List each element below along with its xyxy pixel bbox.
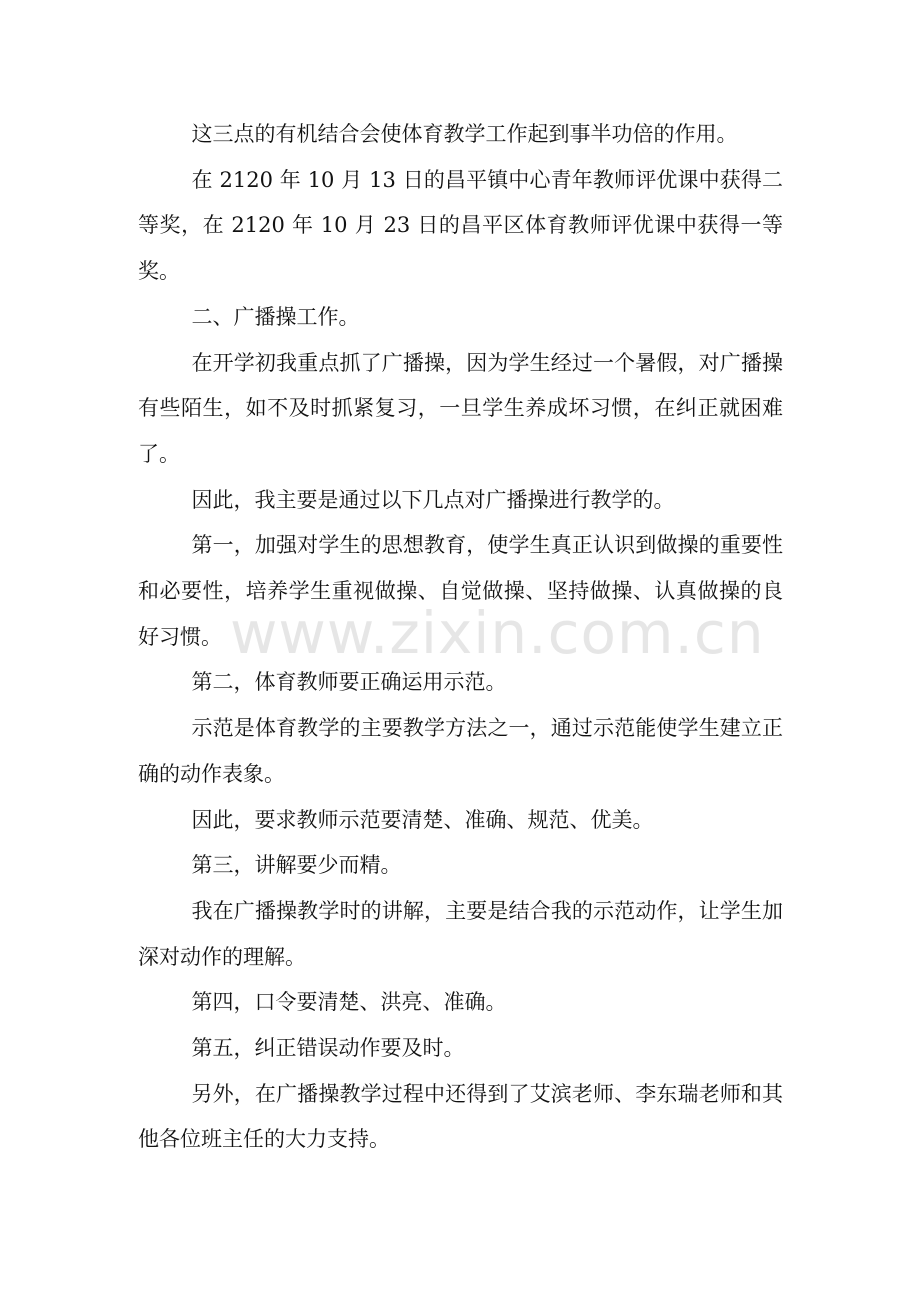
paragraph-11: 我在广播操教学时的讲解，主要是结合我的示范动作，让学生加深对动作的理解。 — [138, 898, 783, 969]
paragraph-1: 这三点的有机结合会使体育教学工作起到事半功倍的作用。 — [191, 122, 738, 146]
paragraph-13: 第五，纠正错误动作要及时。 — [191, 1036, 465, 1061]
paragraph-8: 示范是体育教学的主要教学方法之一，通过示范能使学生建立正确的动作表象。 — [138, 716, 783, 786]
paragraph-12: 第四，口令要清楚、洪亮、准确。 — [191, 990, 507, 1015]
paragraph-6: 第一，加强对学生的思想教育，使学生真正认识到做操的重要性和必要性，培养学生重视做操、自觉做操、坚持做操、认真做操的良好习惯。 — [138, 533, 783, 649]
paragraph-14: 另外，在广播操教学过程中还得到了艾滨老师、李东瑞老师和其他各位班主任的大力支持。 — [138, 1081, 783, 1152]
paragraph-9: 因此，要求教师示范要清楚、准确、规范、优美。 — [191, 807, 654, 832]
paragraph-7: 第二，体育教师要正确运用示范。 — [191, 670, 507, 695]
paragraph-10: 第三，讲解要少而精。 — [191, 853, 402, 878]
body-text — [138, 112, 783, 1163]
paragraph-4: 在开学初我重点抓了广播操，因为学生经过一个暑假，对广播操有些陌生，如不及时抓紧复习，一旦学生养成坏习惯，在纠正就困难了。 — [138, 350, 783, 466]
paragraph-3: 二、广播操工作。 — [191, 304, 360, 329]
watermark: www.zixin.com.cn — [230, 599, 765, 667]
paragraph-5: 因此，我主要是通过以下几点对广播操进行教学的。 — [191, 487, 675, 512]
paragraph-2: 在 2120 年 10 月 13 日的昌平镇中心青年教师评优课中获得二等奖，在 2120 年 10 月 23 日的昌平区体育教师评优课中获得一等奖。 — [138, 167, 783, 284]
